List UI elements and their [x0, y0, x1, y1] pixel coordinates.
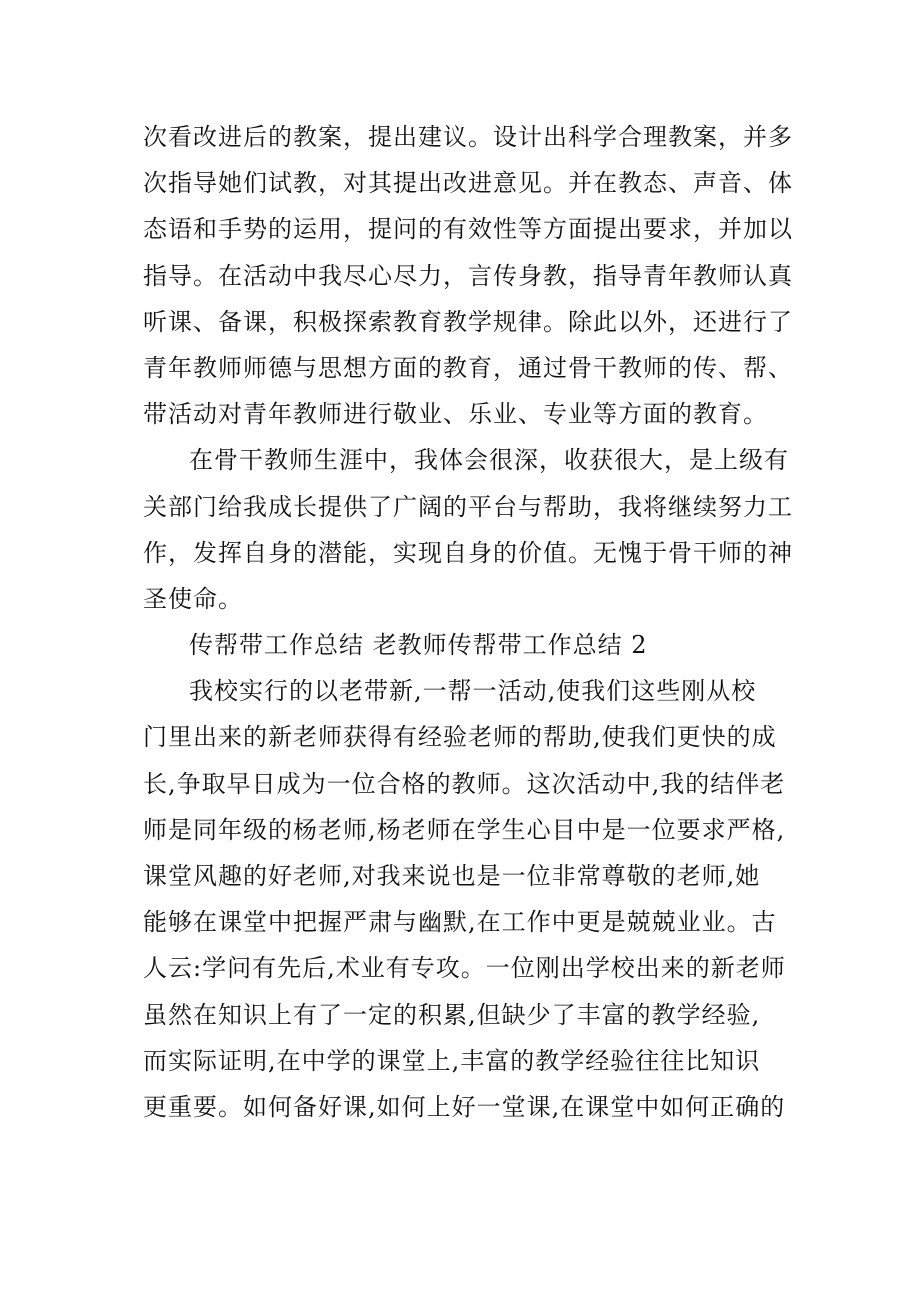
text-line: 虽然在知识上有了一定的积累,但缺少了丰富的教学经验, [143, 1000, 761, 1029]
text-line: 在骨干教师生涯中，我体会很深，收获很大，是上级有 [189, 446, 789, 475]
text-line: 次指导她们试教，对其提出改进意见。并在教态、声音、体 [143, 169, 793, 198]
text-line: 传帮带工作总结 老教师传帮带工作总结 2 [189, 631, 648, 660]
text-line: 长,争取早日成为一位合格的教师。这次活动中,我的结伴老 [143, 769, 786, 798]
text-line: 态语和手势的运用，提问的有效性等方面提出要求，并加以 [143, 215, 793, 244]
text-line: 关部门给我成长提供了广阔的平台与帮助，我将继续努力工 [143, 492, 793, 521]
text-line: 圣使命。 [143, 584, 243, 613]
text-line: 听课、备课，积极探索教育教学规律。除此以外，还进行了 [143, 307, 793, 336]
text-line: 次看改进后的教案，提出建议。设计出科学合理教案，并多 [143, 123, 793, 151]
text-line: 青年教师师德与思想方面的教育，通过骨干教师的传、帮、 [143, 353, 793, 382]
text-line: 指导。在活动中我尽心尽力，言传身教，指导青年教师认真 [143, 261, 793, 290]
text-line: 更重要。如何备好课,如何上好一堂课,在课堂中如何正确的 [143, 1092, 786, 1121]
text-line: 师是同年级的杨老师,杨老师在学生心目中是一位要求严格, [143, 815, 786, 844]
document-body [143, 114, 793, 1130]
text-line: 作，发挥自身的潜能，实现自身的价值。无愧于骨干师的神 [143, 538, 793, 567]
text-line: 能够在课堂中把握严肃与幽默,在工作中更是兢兢业业。古 [143, 908, 777, 937]
text-line: 带活动对青年教师进行敬业、乐业、专业等方面的教育。 [143, 400, 768, 429]
text-line: 人云:学问有先后,术业有专攻。一位刚出学校出来的新老师 [143, 954, 786, 983]
text-line: 而实际证明,在中学的课堂上,丰富的教学经验往往比知识 [143, 1046, 761, 1075]
text-line: 课堂风趣的好老师,对我来说也是一位非常尊敬的老师,她 [143, 862, 761, 890]
text-line: 门里出来的新老师获得有经验老师的帮助,使我们更快的成 [143, 723, 777, 752]
text-line: 我校实行的以老带新,一帮一活动,使我们这些刚从校 [189, 677, 757, 706]
